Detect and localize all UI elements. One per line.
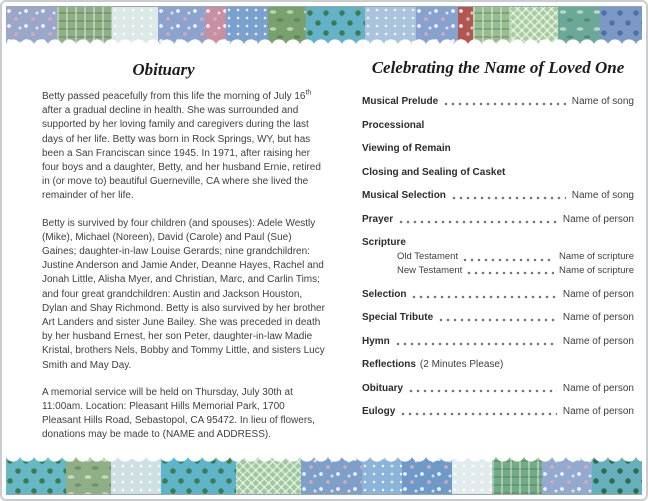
program-label: Obituary (362, 382, 404, 394)
scallop-edge-top (6, 37, 642, 46)
program-row-selection (362, 289, 634, 300)
dotted-leader (439, 312, 557, 323)
dotted-leader (463, 252, 554, 262)
obituary-heading: Obituary (132, 60, 195, 79)
program-label: Scripture (362, 237, 406, 248)
dotted-leader (399, 214, 557, 225)
obituary-paragraph-2: Betty is survived by four children (and spouses): Adele Westly (Mike), Michael (Noreen), David (Carole) and Paul (Sue) Gaines; daughter-in-law Louise Gerards; nine grandchildren: Justine Anderson and Jamie Ander, Deanne Hayes, Rachel and Jonah Little, Alisha Myer, and Christian, Marc, and Carlin Tims; and four great grandchildren: Austin and Jackson Houston, Dylan and Shay Richmond. Betty is also survived by her brother Art Landers and sister June Bailey. She was preceded in death by her husband Ernest, her son Peter, daughter-in-law Madie Kristal, brothers Nels, Bobby and Tommy Little, and sisters Lucy Smith and May Day. (42, 217, 325, 371)
program-label: Special Tribute (362, 312, 434, 323)
program-value: Name of person (562, 288, 634, 300)
program-label: Viewing of Remain (362, 143, 451, 154)
dotted-leader (444, 96, 566, 107)
program-value: Name of scripture (559, 264, 634, 276)
program-row-closing-casket (362, 167, 634, 178)
program-label: Eulogy (362, 406, 396, 417)
program-subrow-old-testament (397, 251, 634, 263)
quilt-border-bottom (6, 455, 642, 495)
order-of-service-page (362, 58, 634, 430)
scripture-subgroup (362, 251, 634, 276)
program-label: Closing and Sealing of Casket (362, 166, 506, 178)
scallop-edge-bottom (6, 455, 642, 464)
obituary-paragraph-1-continued: after a gradual decline in health. She was surrounded and supported by her loving family and caregivers during the last days of her life. Betty was born in Rock Springs, WY, but has been a San Franciscan since 1945. In 1971, after raising her four boys and a daughter, Betty, and her husband Ernie, retired in (or move to) beautiful Guerneville, CA where she lived the remainder of her life. (42, 105, 321, 202)
program-subrow-new-testament (397, 265, 634, 277)
program-row-prayer (362, 214, 634, 225)
program-label: Processional (362, 119, 425, 131)
program-row-processional (362, 120, 634, 131)
program-value: Name of person (562, 213, 634, 225)
program-sublabel: New Testament (397, 264, 463, 276)
program-value: Name of person (562, 335, 634, 347)
program-row-special-tribute (362, 312, 634, 323)
program-sublabel: Old Testament (397, 251, 459, 262)
program-label: Selection (362, 288, 407, 300)
dotted-leader (396, 336, 557, 347)
program-label: Musical Selection (362, 190, 446, 201)
program-row-reflections (362, 359, 634, 370)
program-note: (2 Minutes Please) (419, 359, 504, 370)
program-label: Reflections (362, 359, 416, 370)
program-row-hymn (362, 336, 634, 347)
ordinal-superscript: th (305, 89, 312, 97)
program-row-obituary (362, 383, 634, 394)
program-row-scripture (362, 237, 634, 248)
quilt-border-top (6, 6, 642, 46)
program-label: Prayer (362, 213, 394, 225)
program-value: Name of person (562, 382, 634, 394)
service-heading: Celebrating the Name of Loved One (371, 58, 625, 77)
obituary-paragraph-3: A memorial service will be held on Thursday, July 30th at 11:00am. Location: Pleasant Hills Memorial Park, 1700 Pleasant Hills Road, Sebastopol, CA 95472. In lieu of flowers, donations may be made to (NAME and ADDRESS). (42, 386, 315, 441)
dotted-leader (409, 383, 557, 394)
dotted-leader (511, 167, 628, 178)
program-row-viewing (362, 143, 634, 154)
dotted-leader (452, 190, 566, 201)
dotted-leader (457, 143, 628, 154)
obituary-paragraph-1-text: Betty passed peacefully from this life the morning of July 16 (42, 91, 306, 102)
program-row-eulogy (362, 406, 634, 417)
obituary-paragraph-1 (42, 90, 325, 204)
obituary-text (42, 90, 325, 443)
program-value: Name of song (571, 190, 634, 201)
program-label: Musical Prelude (362, 96, 439, 107)
program-value: Name of scripture (559, 251, 634, 262)
dotted-leader (401, 406, 557, 417)
obituary-page (42, 60, 325, 456)
dotted-leader (412, 289, 556, 300)
dotted-leader (430, 120, 628, 131)
program-value: Name of person (562, 406, 634, 417)
program-value: Name of song (571, 96, 634, 107)
program-row-musical-prelude (362, 96, 634, 107)
program-row-musical-selection (362, 190, 634, 201)
program-value: Name of person (562, 312, 634, 323)
dotted-leader (467, 265, 554, 275)
program-label: Hymn (362, 335, 390, 347)
